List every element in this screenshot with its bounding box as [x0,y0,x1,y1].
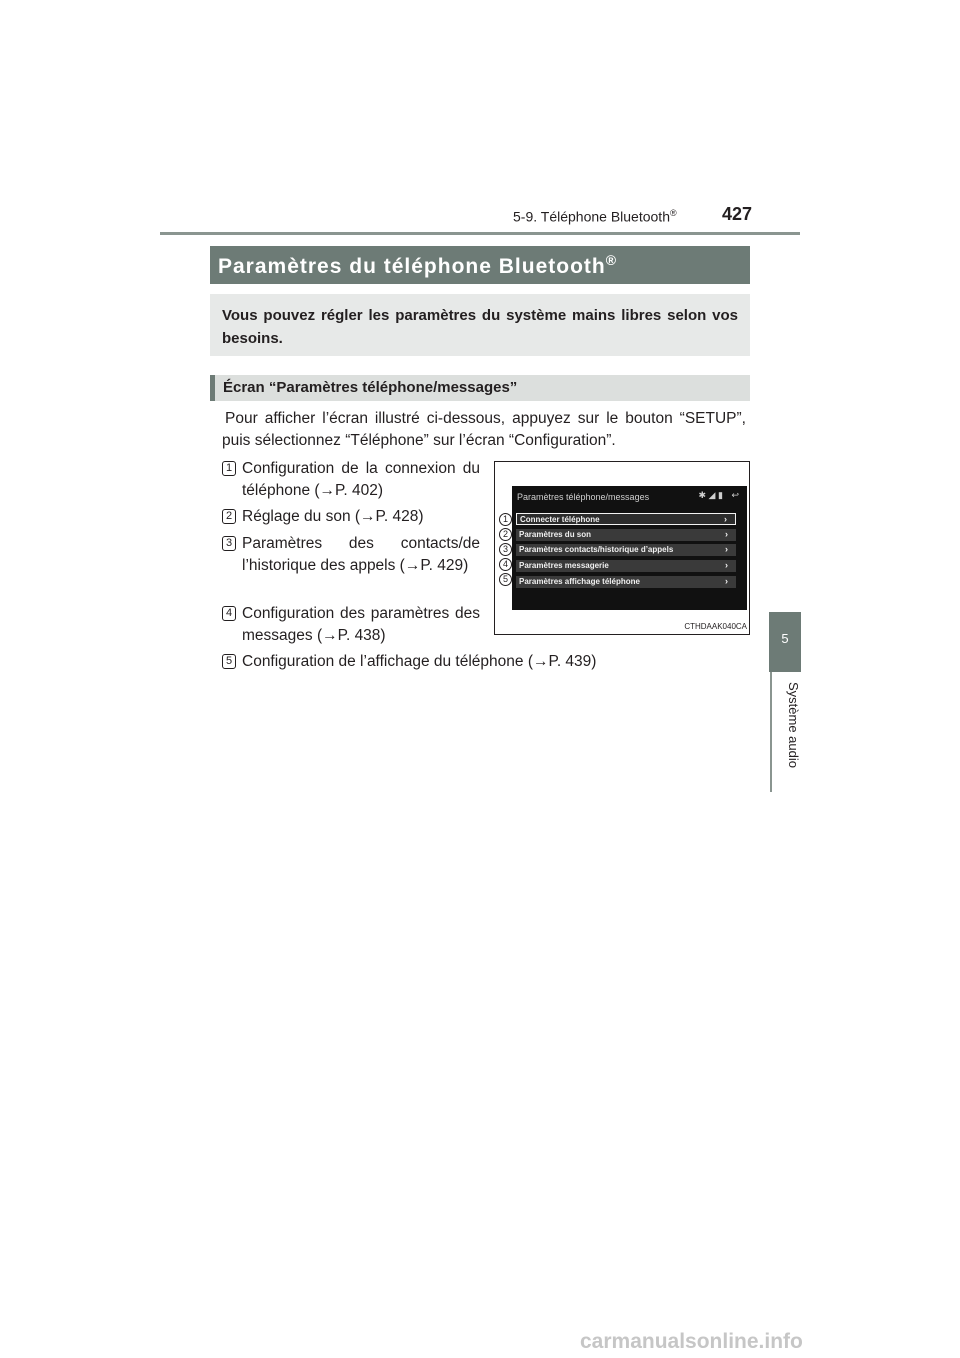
figure-code: CTHDAAK040CA [684,622,747,631]
chevron-right-icon: › [724,514,727,524]
chapter-label: Système audio [786,682,801,768]
callout-number: 5 [499,573,512,586]
bluetooth-icon: ✱ [698,490,707,500]
callout-number: 3 [499,543,512,556]
chapter-tab: 5 [769,612,801,672]
side-divider [770,672,772,792]
item-number: 2 [222,509,236,524]
signal-icon: ◢ [708,490,716,500]
status-icons [698,490,739,501]
page-number: 427 [722,204,753,224]
item-text: Configuration de la connexion du téléphone (→P. 402) [242,460,480,499]
chevron-right-icon: › [725,529,728,539]
back-arrow-icon: ↩ [731,490,739,500]
callout-number: 1 [499,513,512,526]
item-number: 3 [222,536,236,551]
item-text: Configuration des paramètres des messages (→P. 438) [242,605,480,644]
item-number: 4 [222,606,236,621]
menu-item-connect-phone: Connecter téléphone › [516,513,736,525]
section-title: 5-9. Téléphone Bluetooth® [513,208,677,225]
item-number: 5 [222,654,236,669]
menu-item-sound-settings: Paramètres du son › [516,529,736,541]
chevron-right-icon: › [725,544,728,554]
chevron-right-icon: › [725,576,728,586]
section-heading: Paramètres du téléphone Bluetooth® [210,246,750,284]
body-paragraph: Pour afficher l’écran illustré ci-dessous, appuyez sur le bouton “SETUP”, puis sélectionnez “Téléphone” sur l’écran “Configuration”. [222,410,746,449]
header-divider [160,232,800,235]
screen-illustration [494,461,750,635]
menu-item-display-settings: Paramètres affichage téléphone › [516,576,736,588]
display-screen [512,486,747,610]
page-header [0,0,960,240]
item-text: Réglage du son (→P. 428) [242,508,424,525]
chevron-right-icon: › [725,560,728,570]
subsection-heading: Écran “Paramètres téléphone/messages” [210,375,750,401]
item-number: 1 [222,461,236,476]
callout-number: 4 [499,558,512,571]
intro-box: Vous pouvez régler les paramètres du système mains libres selon vos besoins. [210,294,750,356]
screen-title: Paramètres téléphone/messages [517,492,650,502]
watermark: carmanualsonline.info [580,1330,803,1353]
callout-number: 2 [499,528,512,541]
item-text: Paramètres des contacts/de l’historique des appels (→P. 429) [242,535,480,574]
battery-icon: ▮ [717,490,723,500]
menu-item-contacts-settings: Paramètres contacts/historique d’appels › [516,544,736,556]
item-text: Configuration de l’affichage du téléphone (→P. 439) [242,653,597,670]
menu-item-messaging-settings: Paramètres messagerie › [516,560,736,572]
